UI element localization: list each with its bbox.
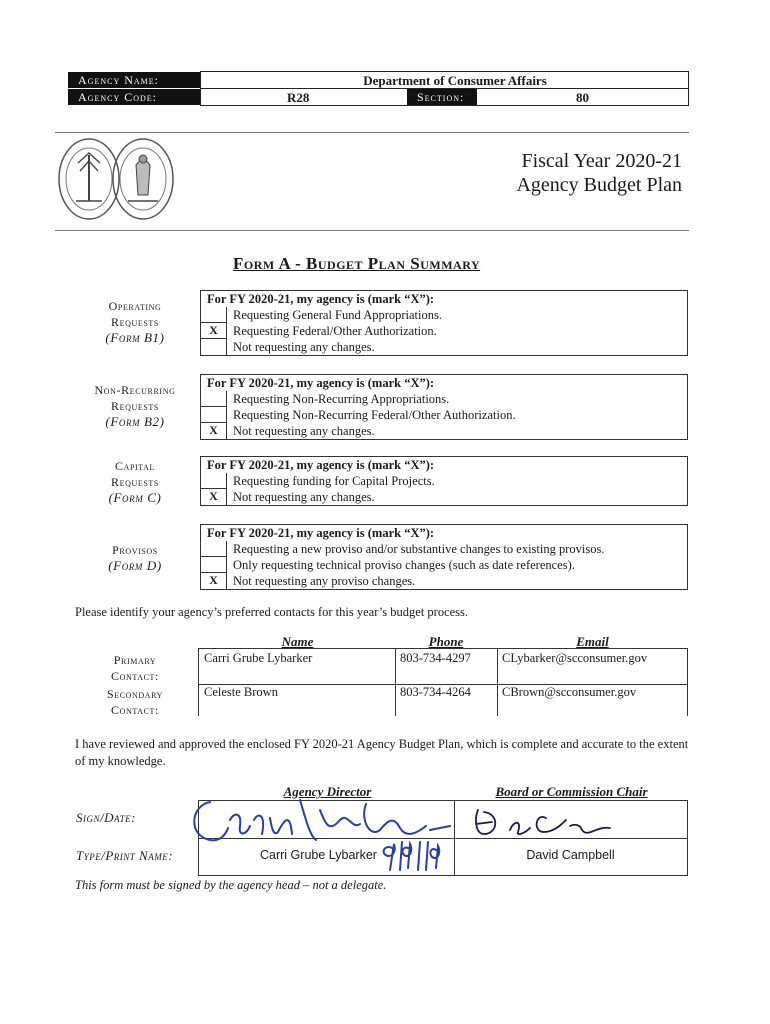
board-signature (470, 804, 620, 840)
agency-name-label: Agency Name: (68, 72, 200, 88)
capital-option-2: Not requesting any changes. (233, 490, 375, 504)
director-printed-name: Carri Grube Lybarker (260, 848, 377, 862)
nonrecurring-box (200, 374, 688, 440)
capital-requests-label: Capital Requests (Form C) (108, 459, 162, 505)
handwritten-date (378, 838, 454, 874)
header-rule (55, 132, 689, 133)
nonrecurring-requests-label: Non-Recurring Requests (Form B2) (94, 383, 176, 429)
provisos-option-3: Not requesting any proviso changes. (233, 574, 416, 588)
nonrecurring-option-3: Not requesting any changes. (233, 424, 375, 438)
operating-box (200, 290, 688, 356)
sign-date-label: Sign/Date: (76, 810, 136, 825)
signature-footnote: This form must be signed by the agency head – not a delegate. (75, 878, 387, 892)
secondary-contact-phone: 803-734-4264 (400, 685, 471, 699)
secondary-contact-email: CBrown@scconsumer.gov (502, 685, 637, 699)
nonrecurring-option-1: Requesting Non-Recurring Appropriations. (233, 392, 450, 406)
nonrecurring-checkbox-2[interactable] (201, 407, 227, 423)
provisos-option-2: Only requesting technical proviso changes (such as date references). (233, 558, 575, 572)
provisos-checkbox-3[interactable]: X (201, 573, 227, 589)
form-a-title: Form A - Budget Plan Summary (233, 254, 481, 273)
section-value: 80 (576, 90, 589, 105)
capital-checkbox-1[interactable] (201, 473, 227, 489)
contacts-table (198, 648, 688, 716)
provisos-option-1: Requesting a new proviso and/or substantive changes to existing provisos. (233, 542, 605, 556)
operating-option-3: Not requesting any changes. (233, 340, 375, 354)
state-seal-icon (56, 135, 176, 227)
capital-prompt: For FY 2020-21, my agency is (mark “X”): (207, 458, 435, 472)
type-print-name-label: Type/Print Name: (76, 848, 174, 863)
contact-phone-header: Phone (428, 634, 464, 649)
agency-director-header: Agency Director (283, 784, 372, 799)
provisos-checkbox-2[interactable] (201, 557, 227, 573)
operating-option-1: Requesting General Fund Appropriations. (233, 308, 442, 322)
board-printed-name: David Campbell (526, 848, 615, 862)
nonrecurring-prompt: For FY 2020-21, my agency is (mark “X”): (207, 376, 435, 390)
capital-option-1: Requesting funding for Capital Projects. (233, 474, 435, 488)
contact-name-header: Name (281, 634, 314, 649)
nonrecurring-option-2: Requesting Non-Recurring Federal/Other Authorization. (233, 408, 516, 422)
nonrecurring-checkbox-3[interactable]: X (201, 423, 227, 439)
approval-statement: I have reviewed and approved the enclosed FY 2020-21 Agency Budget Plan, which is complete and accurate to the extent of my knowledge. (75, 737, 689, 768)
primary-contact-email: CLybarker@scconsumer.gov (502, 651, 648, 665)
operating-checkbox-1[interactable] (201, 307, 227, 323)
primary-contact-name: Carri Grube Lybarker (204, 651, 313, 665)
operating-checkbox-3[interactable] (201, 339, 227, 355)
primary-contact-label: Primary Contact: (111, 653, 159, 683)
operating-prompt: For FY 2020-21, my agency is (mark “X”): (207, 292, 435, 306)
provisos-box (200, 524, 688, 590)
operating-option-2: Requesting Federal/Other Authorization. (233, 324, 437, 338)
agency-code-value: R28 (287, 90, 310, 105)
secondary-contact-label: Secondary Contact: (106, 687, 164, 717)
capital-box (200, 456, 688, 506)
agency-code-label: Agency Code: (68, 89, 200, 105)
fiscal-year-title: Fiscal Year 2020-21 (521, 150, 682, 172)
provisos-label: Provisos (Form D) (108, 543, 162, 573)
board-chair-header: Board or Commission Chair (495, 784, 648, 799)
agency-name-value: Department of Consumer Affairs (363, 73, 547, 88)
secondary-contact-name: Celeste Brown (204, 685, 278, 699)
operating-checkbox-2[interactable]: X (201, 323, 227, 339)
capital-checkbox-2[interactable]: X (201, 489, 227, 505)
contact-email-header: Email (576, 634, 609, 649)
budget-plan-title: Agency Budget Plan (516, 174, 682, 196)
provisos-checkbox-1[interactable] (201, 541, 227, 557)
provisos-prompt: For FY 2020-21, my agency is (mark “X”): (207, 526, 435, 540)
primary-contact-phone: 803-734-4297 (400, 651, 471, 665)
operating-requests-label: Operating Requests (Form B1) (105, 299, 165, 345)
title-rule (55, 230, 689, 231)
section-label: Section: (407, 89, 477, 105)
nonrecurring-checkbox-1[interactable] (201, 391, 227, 407)
contacts-intro: Please identify your agency’s preferred contacts for this year’s budget process. (75, 605, 469, 619)
